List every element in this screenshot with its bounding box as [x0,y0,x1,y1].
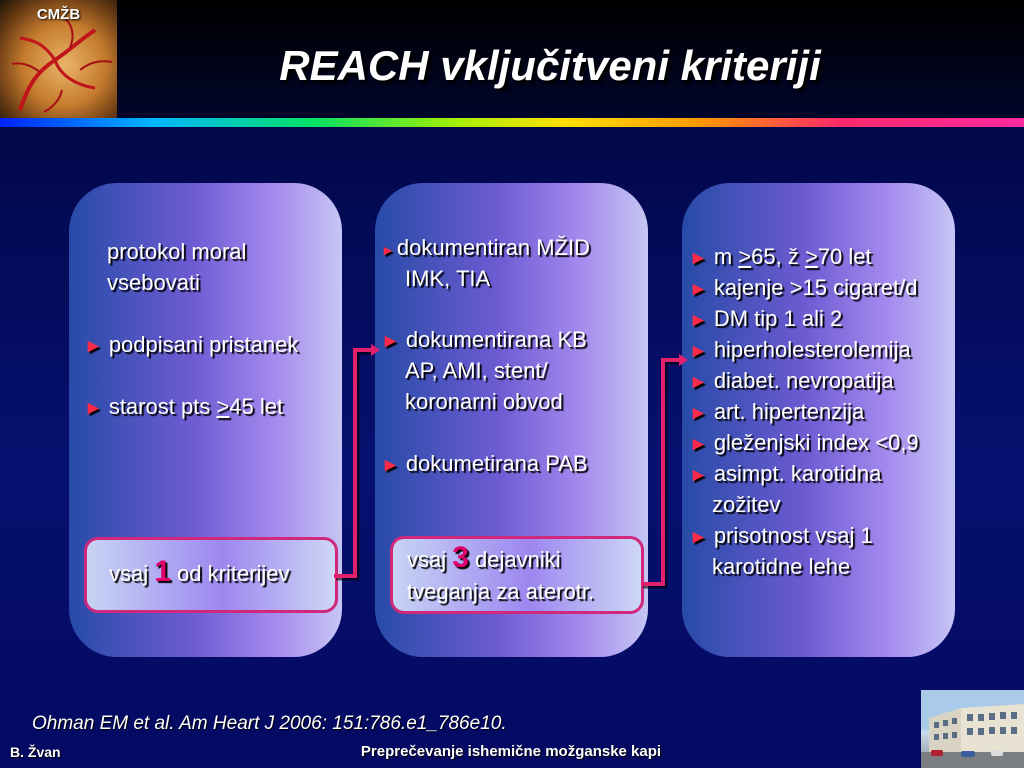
bullet-icon: ► [84,398,103,419]
logo-text: CMŽB [36,6,81,23]
col1-item-age-prefix: starost pts [108,394,217,419]
col2-item-pab-text: dokumetirana PAB [405,451,588,476]
col3-age-c: 65, ž [751,244,805,269]
col1-summary-number: 1 [154,555,171,588]
col2-summary-prefix: vsaj [407,547,453,572]
col3-item-carotid-line2: zožitev [712,492,781,517]
col2-item-mzid-line2: IMK, TIA [405,266,491,291]
col2-item-kb-line3: koronarni obvod [405,389,563,414]
bullet-icon: ► [381,242,395,258]
col2-item-kb-line2: AP, AMI, stent/ [405,358,548,383]
page-title: REACH vključitveni kriteriji [279,42,821,89]
bullet-icon: ► [84,336,103,357]
col1-intro-line2: vsebovati [107,270,200,295]
col3-age-a: m [713,244,739,269]
col3-item-carotid-line1: asimpt. karotidna [713,461,882,486]
col1-summary-prefix: vsaj [109,561,155,586]
bullet-icon: ► [381,331,400,352]
col2-summary-suffix: dejavniki [468,547,561,572]
col2-item-kb-line1: dokumentirana KB [405,327,587,352]
col3-age-b: > [738,244,752,269]
col3-age-d: > [804,244,818,269]
col1-item-consent-text: podpisani pristanek [108,332,299,357]
col3-item-plaque-line1: prisotnost vsaj 1 [713,523,873,548]
citation: Ohman EM et al. Am Heart J 2006: 151:786.e1_786e10. [32,713,507,734]
connector-arrowhead-2 [679,354,688,366]
col3-item-cholesterol-text: hiperholesterolemija [713,337,911,362]
bullet-icon: ► [689,372,708,393]
building-photo [921,690,1024,768]
footer-topic: Preprečevanje ishemične možganske kapi [360,743,662,760]
bullet-icon: ► [689,279,708,300]
col2-summary-line2: tveganja za aterotr. [407,579,595,604]
col3-item-smoking-text: kajenje >15 cigaret/d [713,275,918,300]
bullet-icon: ► [689,341,708,362]
connector-arrowhead-1 [371,344,380,356]
col3-age-e: 70 let [817,244,872,269]
bullet-icon: ► [689,310,708,331]
building-illustration [921,690,1024,768]
col2-item-mzid-line1: dokumentiran MŽID [396,235,591,260]
col1-item-age-symbol: > [216,394,230,419]
col3-item-ankle-index-text: gleženjski index <0,9 [713,430,919,455]
bullet-icon: ► [689,527,708,548]
col1-intro-line1: protokol moral [107,239,247,264]
col1-item-age-suffix: 45 let [229,394,284,419]
col3-item-dm-text: DM tip 1 ali 2 [713,306,843,331]
bullet-icon: ► [689,403,708,424]
footer-author: B. Žvan [10,744,61,760]
bullet-icon: ► [689,434,708,455]
connector-arrow-1 [334,350,371,576]
col2-summary-number: 3 [452,541,469,574]
col3-item-hypertension-text: art. hipertenzija [713,399,865,424]
bullet-icon: ► [381,455,400,476]
col3-item-neuropathy-text: diabet. nevropatija [713,368,894,393]
bullet-icon: ► [689,465,708,486]
col1-summary-suffix: od kriterijev [170,561,290,586]
bullet-icon: ► [689,248,708,269]
connector-arrow-2 [641,360,679,584]
col3-item-plaque-line2: karotidne lehe [712,554,851,579]
